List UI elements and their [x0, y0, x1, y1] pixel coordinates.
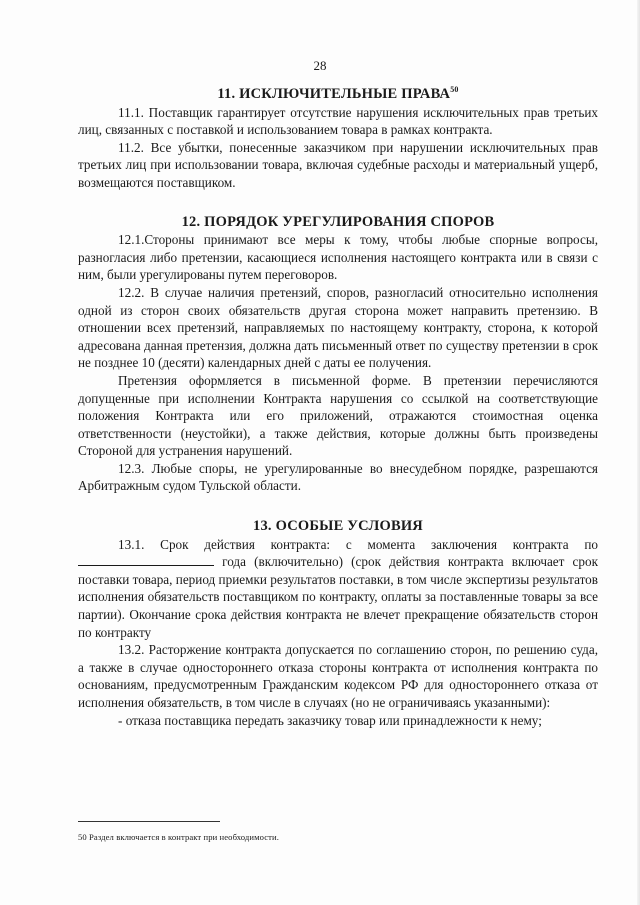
paragraph-13-1-start: 13.1. Срок действия контракта: с момента заключения контракта по	[118, 536, 598, 552]
section-11-title	[78, 86, 598, 104]
paragraph-13-1	[78, 536, 598, 642]
section-11	[78, 86, 598, 192]
paragraph-13-2-item: - отказа поставщика передать заказчику товар или принадлежности к нему;	[118, 712, 542, 728]
paragraph-13-1-end: года (включительно) (срок действия контракта включает срок поставки товара, период приемки результатов поставки, в том числе экспертизы результатов исполнения обязательств поставщиком по контракту, оплаты за поставленные товары за все партии). Окончание срока действия контракта не влечет прекращение обязательств сторон по контракту	[78, 554, 598, 640]
paragraph-12-3: 12.3. Любые споры, не урегулированные во внесудебном порядке, разрешаются Арбитражным судом Тульской области.	[78, 460, 598, 494]
paragraph-12-1: 12.1.Стороны принимают все меры к тому, чтобы любые спорные вопросы, разногласия либо претензии, касающиеся исполнения настоящего контракта или в связи с ним, были урегулированы путем переговоров.	[78, 232, 598, 283]
date-blank-line	[78, 553, 214, 566]
footnote: 50 Раздел включается в контракт при необходимости.	[78, 832, 279, 842]
footnote-reference: 50	[450, 85, 459, 95]
paragraph-12-2: 12.2. В случае наличия претензий, споров, разногласий относительно исполнения одной из сторон своих обязательств другая сторона может направить претензию. В отношении всех претензий, направляемых по настоящему контракту, сторона, к которой адресована данная претензия, должна дать письменный ответ по существу претензии в срок не позднее 10 (десяти) календарных дней с даты ее получения.	[78, 284, 598, 371]
paragraph-12-claim: Претензия оформляется в письменной форме. В претензии перечисляются допущенные при исполнении Контракта нарушения со ссылкой на соответствующие положения Контракта или его приложений, отражаются стоимостная оценка ответственности (неустойки), а также действия, которые должны быть произведены Стороной для устранения нарушений.	[78, 372, 598, 459]
section-11-title-text: 11. ИСКЛЮЧИТЕЛЬНЫЕ ПРАВА	[217, 86, 451, 102]
paragraph-11-1: 11.1. Поставщик гарантирует отсутствие нарушения исключительных прав третьих лиц, связанных с поставкой и использованием товара в рамках контракта.	[78, 104, 598, 138]
section-12	[78, 214, 598, 496]
section-13	[78, 518, 598, 729]
footnote-divider	[78, 821, 220, 822]
paragraph-13-2: 13.2. Расторжение контракта допускается по соглашению сторон, по решению суда, а также в случае одностороннего отказа стороны контракта от исполнения контракта по основаниям, предусмотренным Гражданским кодексом РФ для одностороннего отказа от исполнения обязательств, в том числе в случаях (но не ограничиваясь указанными):	[78, 642, 598, 710]
section-12-title: 12. ПОРЯДОК УРЕГУЛИРОВАНИЯ СПОРОВ	[181, 213, 495, 230]
page-number: 28	[313, 58, 327, 73]
section-13-title: 13. ОСОБЫЕ УСЛОВИЯ	[253, 518, 423, 535]
document-body	[78, 86, 598, 729]
paragraph-11-2: 11.2. Все убытки, понесенные заказчиком при нарушении исключительных прав третьих лиц при использовании товара, включая судебные расходы и материальный ущерб, возмещаются поставщиком.	[78, 139, 598, 190]
